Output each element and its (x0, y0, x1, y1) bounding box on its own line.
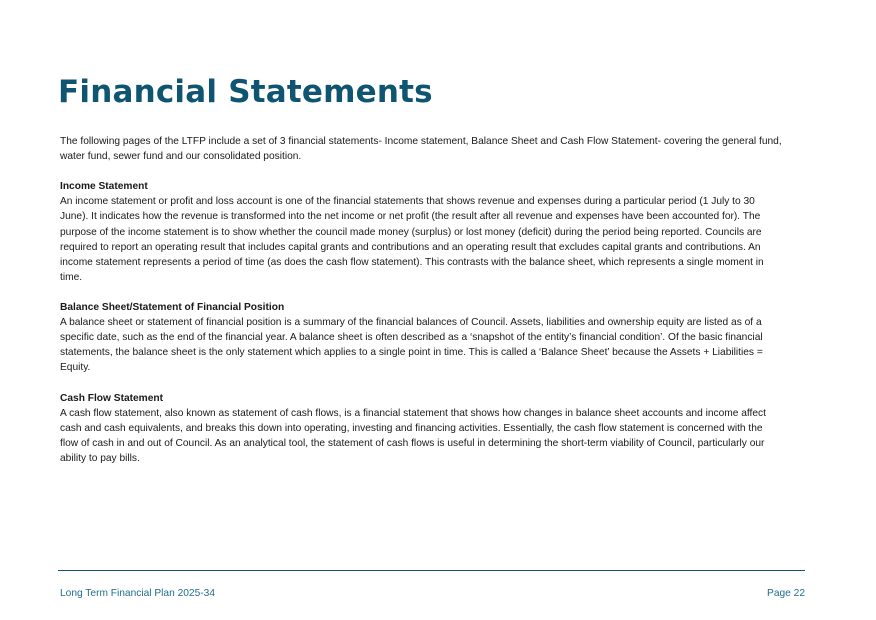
text-line: A balance sheet or statement of financial position is a summary of the financial balances of Council. Assets, liabilities and ownership equity are listed as of a (60, 317, 762, 329)
text-line: Equity. (60, 362, 91, 374)
text-line: statements, the balance sheet is the only statement which applies to a single point in time. This is called a ‘Balance Sheet’ because the Assets + Liabilities = (60, 347, 763, 359)
document-body (60, 134, 810, 481)
footer-divider (58, 570, 805, 571)
text-line: The following pages of the LTFP include a set of 3 financial statements- Income statement, Balance Sheet and Cash Flow Statement- covering the general fund, (60, 136, 782, 147)
text-line: required to report an operating result that includes capital grants and contributions and an operating result that excludes capital grants and contributions. An (60, 241, 761, 253)
footer-document-title: Long Term Financial Plan 2025-34 (60, 588, 215, 599)
text-line: June). It indicates how the revenue is transformed into the net income or net profit (the result after all revenue and expenses have been accounted for). The (60, 211, 761, 223)
footer-page-number: Page 22 (767, 588, 805, 599)
text-line: cash and cash equivalents, and breaks this down into operating, investing and financing activities. Essentially, the cash flow statement is concerned with the (60, 422, 763, 434)
text-line: purpose of the income statement is to show whether the council made money (surplus) or lost money (deficit) during the period being reported. Councils are (60, 226, 762, 238)
section-balance-sheet (60, 300, 810, 375)
text-line: flow of cash in and out of Council. As an analytical tool, the statement of cash flows is useful in determining the short-term viability of Council, particularly our (60, 437, 765, 449)
text-line: ability to pay bills. (60, 452, 140, 464)
text-line: An income statement or profit and loss account is one of the financial statements that shows revenue and expenses during a particular period (1 July to 30 (60, 196, 755, 208)
page-title: Financial Statements (58, 74, 433, 110)
text-line: water fund, sewer fund and our consolidated position. (60, 151, 302, 163)
section-heading: Cash Flow Statement (60, 392, 164, 404)
text-line: specific date, such as the end of the financial year. A balance sheet is often described as a ‘snapshot of the entity’s financial condition’. Of the basic financial (60, 332, 763, 344)
section-heading: Balance Sheet/Statement of Financial Position (60, 302, 285, 314)
text-line: income statement represents a period of time (as does the cash flow statement). This contrasts with the balance sheet, which represents a single moment in (60, 256, 764, 268)
section-heading: Income Statement (60, 181, 148, 193)
section-income-statement (60, 179, 810, 285)
text-line: A cash flow statement, also known as statement of cash flows, is a financial statement that shows how changes in balance sheet accounts and income affect (60, 407, 766, 419)
text-line: time. (60, 271, 83, 283)
intro-paragraph (60, 134, 810, 164)
section-cash-flow-statement (60, 391, 810, 466)
